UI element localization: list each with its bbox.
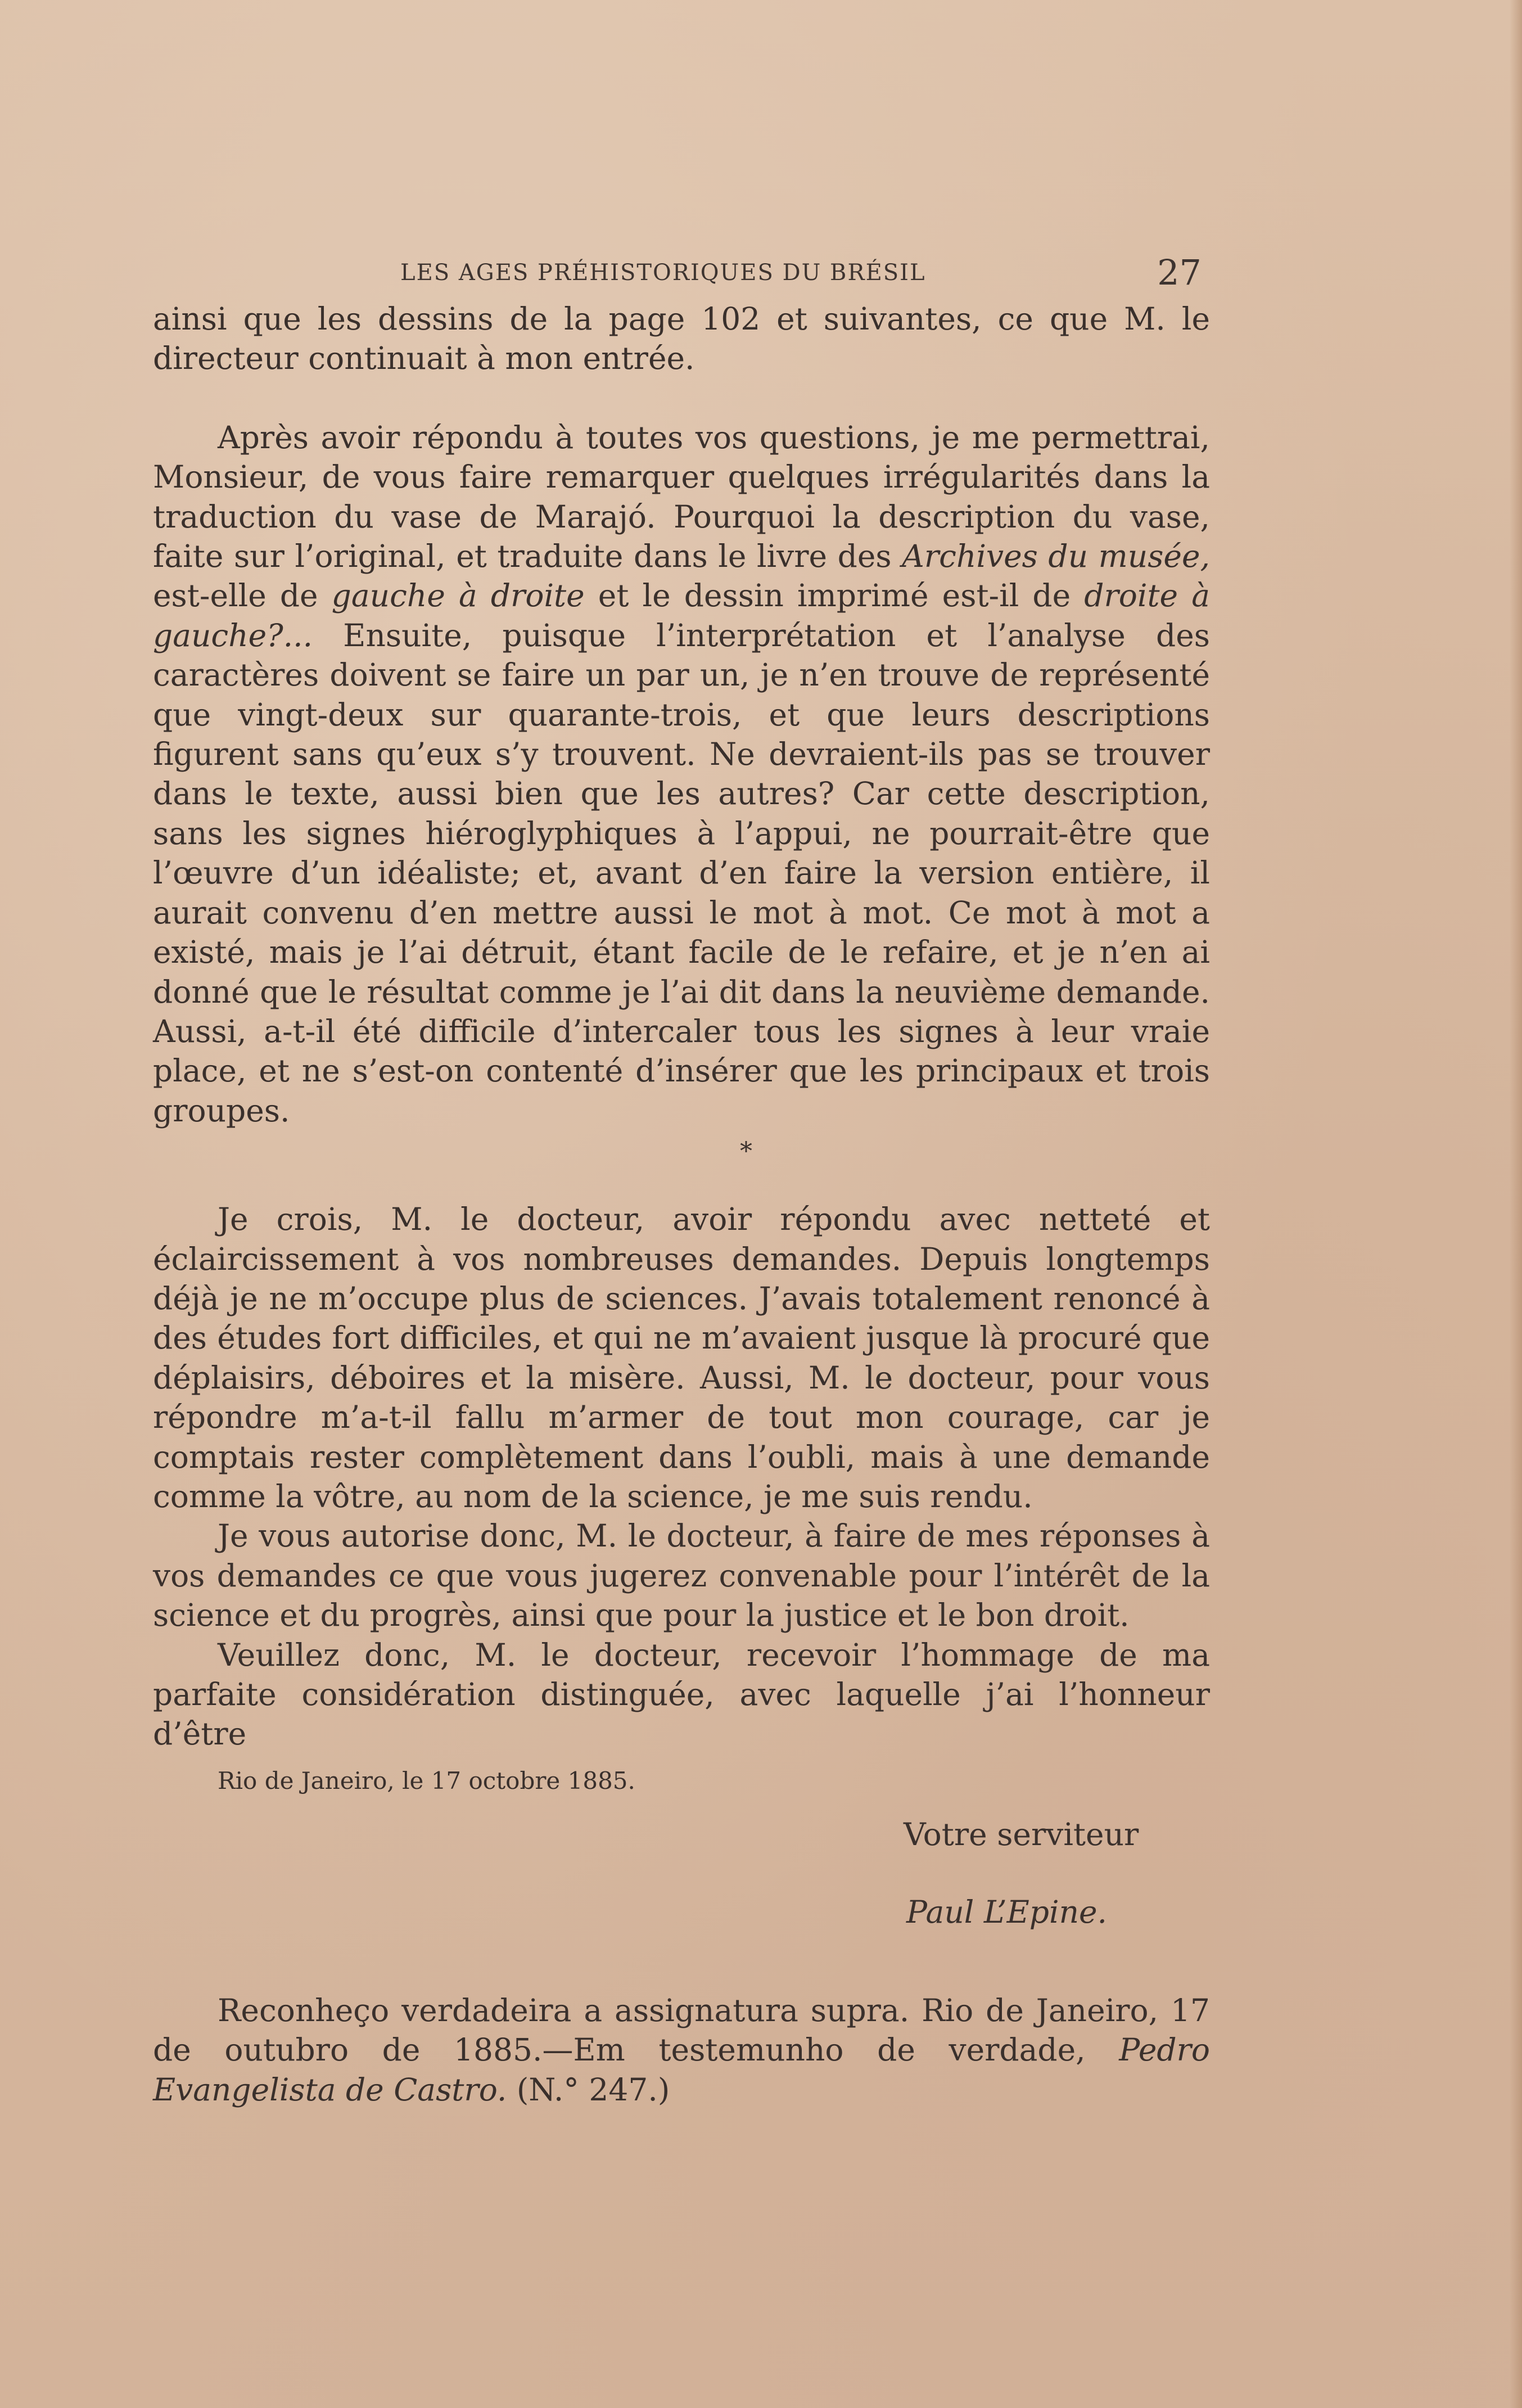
running-title: LES AGES PRÉHISTORIQUES DU BRÉSIL: [400, 260, 926, 286]
page-edge-shadow: [1510, 0, 1522, 2408]
paragraph-continuation: ainsi que les dessins de la page 102 et suivantes, ce que M. le directeur continuait à mon entrée.: [153, 301, 1210, 377]
text-run: (N.° 247.): [507, 2071, 670, 2108]
text-run: Ensuite, puisque l’interprétation et l’analyse des caractères doivent se faire un par un, je n’en trouve de représenté que vingt-deux sur quarante-trois, et que leurs descriptions figurent sans qu’eux s’y trouvent. Ne devraient-ils pas se trouver dans le texte, aussi bien que les autres? Car cette description, sans les signes hiéroglyphiques à l’appui, ne pourrait-être que l’œuvre d’un idéaliste; et, avant d’en faire la version entière, il aurait convenu d’en mettre aussi le mot à mot. Ce mot à mot a existé, mais je l’ai détruit, étant facile de le refaire, et je n’en ai donné que le résultat comme je l’ai dit dans la neuvième demande. Aussi, a-t-il été difficile d’intercaler tous les signes à leur vraie place, et ne s’est-on contenté d’insérer que les principaux et trois groupes.: [153, 617, 1210, 1129]
page-text-block: [153, 247, 1210, 2109]
paragraph-salutation: Veuillez donc, M. le docteur, recevoir l’hommage de ma parfaite considération distinguée, avec laquelle j’ai l’honneur d’être: [153, 1636, 1210, 1752]
running-head: [153, 247, 1210, 292]
section-separator-asterisk: *: [740, 1137, 752, 1166]
italic-droite-a-gauche: droite à gauche?...: [153, 578, 1210, 653]
italic-gauche-a-droite: gauche à droite: [331, 578, 585, 614]
signature: Paul L’Epine.: [906, 1893, 1108, 1930]
text-run: et le dessin imprimé est-il de: [584, 578, 1085, 614]
paragraph-authorization: Je vous autorise donc, M. le docteur, à faire de mes réponses à vos demandes ce que vous jugerez convenable pour l’intérêt de la science et du progrès, ainsi que pour la justice et le bon droit.: [153, 1518, 1210, 1634]
place-and-date: Rio de Janeiro, le 17 octobre 1885.: [218, 1766, 635, 1794]
text-run: Reconheço verdadeira a assignatura supra. Rio de Janeiro, 17 de outubro de 1885.—Em testemunho de verdade,: [153, 1992, 1210, 2068]
paragraph-marajo-remarks: [153, 418, 1210, 1130]
closing-formula: Votre serviteur: [904, 1816, 1139, 1852]
notary-name: Pedro Evangelista de Castro.: [153, 2032, 1210, 2108]
italic-archives-du-musee: Archives du musée,: [902, 538, 1210, 575]
text-run: est-elle de: [153, 578, 332, 614]
paragraph-conclusion: Je crois, M. le docteur, avoir répondu avec netteté et éclaircissement à vos nombreuses demandes. Depuis longtemps déjà je ne m’occupe plus de sciences. J’avais totalement renoncé à des études fort difficiles, et qui ne m’avaient jusque là procuré que déplaisirs, déboires et la misère. Aussi, M. le docteur, pour vous répondre m’a-t-il fallu m’armer de tout mon courage, car je comptais rester complètement dans l’oubli, mais à une demande comme la vôtre, au nom de la science, je me suis rendu.: [153, 1201, 1210, 1514]
page-number: 27: [1157, 252, 1202, 293]
notary-attestation: [153, 1991, 1210, 2109]
text-run: Après avoir répondu à toutes vos questions, je me permettrai, Monsieur, de vous faire remarquer quelques irrégularités dans la traduction du vase de Marajó. Pourquoi la description du vase, faite sur l’original, et traduite dans le livre des: [153, 419, 1210, 575]
